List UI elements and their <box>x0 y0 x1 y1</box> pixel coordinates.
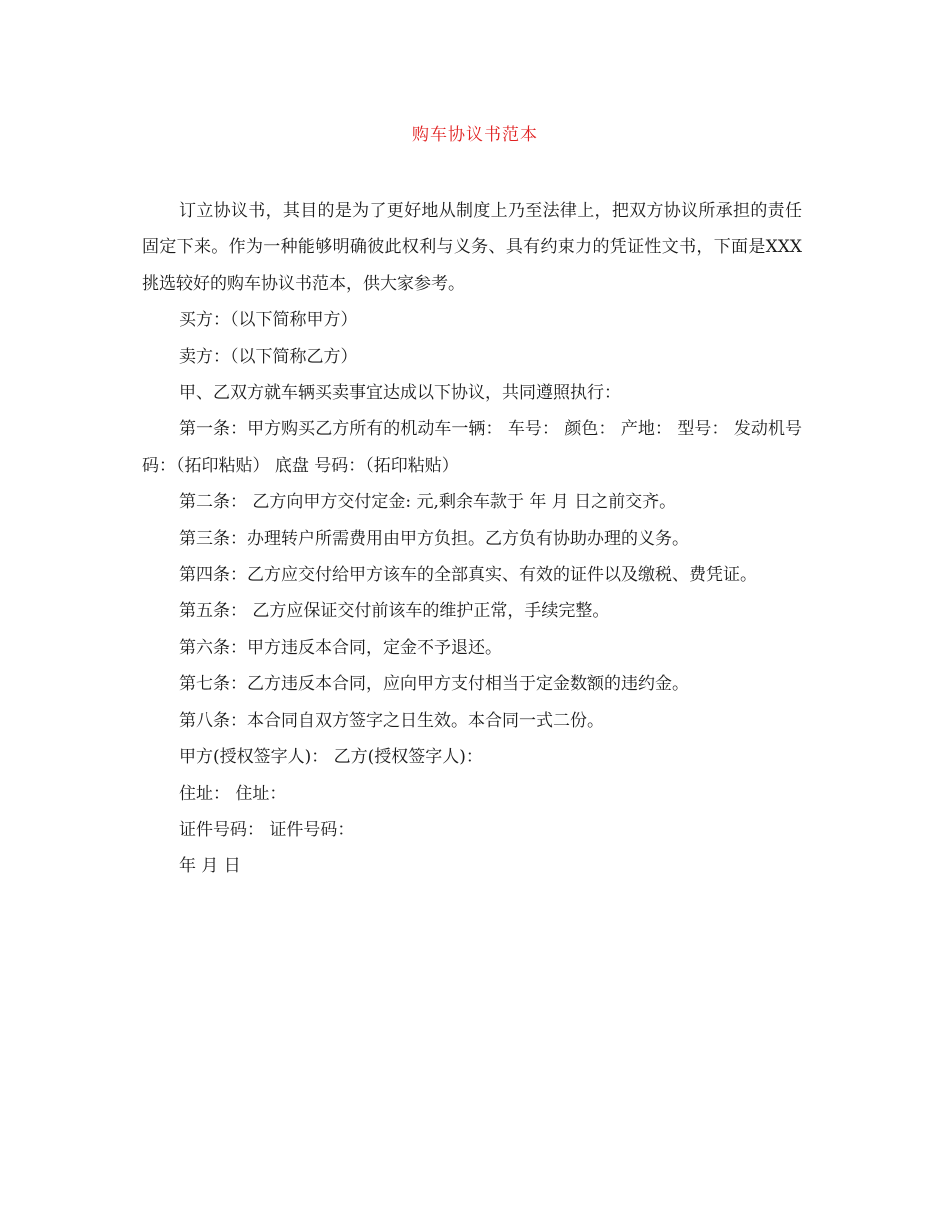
document-title: 购车协议书范本 <box>412 125 538 145</box>
clause-2: 第二条： 乙方向甲方交付定金: 元,剩余车款于 年 月 日之前交齐。 <box>179 492 677 513</box>
clause-3: 第三条：办理转户所需费用由甲方负担。乙方负有协助办理的义务。 <box>179 528 689 549</box>
id-number-line: 证件号码： 证件号码： <box>179 819 355 840</box>
clause-4: 第四条：乙方应交付给甲方该车的全部真实、有效的证件以及缴税、费凭证。 <box>179 565 757 586</box>
clause-1: 第一条：甲方购买乙方所有的机动车一辆： 车号： 颜色： 产地： 型号： 发动机号码：（拓印粘贴） 底盘 号码：（拓印粘贴） <box>142 419 802 476</box>
clause-8: 第八条：本合同自双方签字之日生效。本合同一式二份。 <box>179 710 604 731</box>
address-line: 住址： 住址： <box>179 783 287 804</box>
clause-7: 第七条：乙方违反本合同，应向甲方支付相当于定金数额的违约金。 <box>179 674 689 695</box>
clause-5: 第五条： 乙方应保证交付前该车的维护正常，手续完整。 <box>179 601 610 622</box>
signatory-line: 甲方(授权签字人)： 乙方(授权签字人)： <box>179 747 483 768</box>
buyer-line: 买方：（以下简称甲方） <box>179 310 358 331</box>
intro-paragraph: 订立协议书，其目的是为了更好地从制度上乃至法律上，把双方协议所承担的责任固定下来。作为一种能够明确彼此权利与义务、具有约束力的凭证性文书，下面是XXX挑选较好的购车协议书范本，供大家参考。 <box>142 201 802 294</box>
document-body <box>142 193 802 885</box>
agreement-preamble: 甲、乙双方就车辆买卖事宜达成以下协议，共同遵照执行： <box>179 383 621 404</box>
date-line: 年 月 日 <box>179 856 241 877</box>
seller-line: 卖方：（以下简称乙方） <box>179 346 358 367</box>
clause-6: 第六条：甲方违反本合同，定金不予退还。 <box>179 637 502 658</box>
